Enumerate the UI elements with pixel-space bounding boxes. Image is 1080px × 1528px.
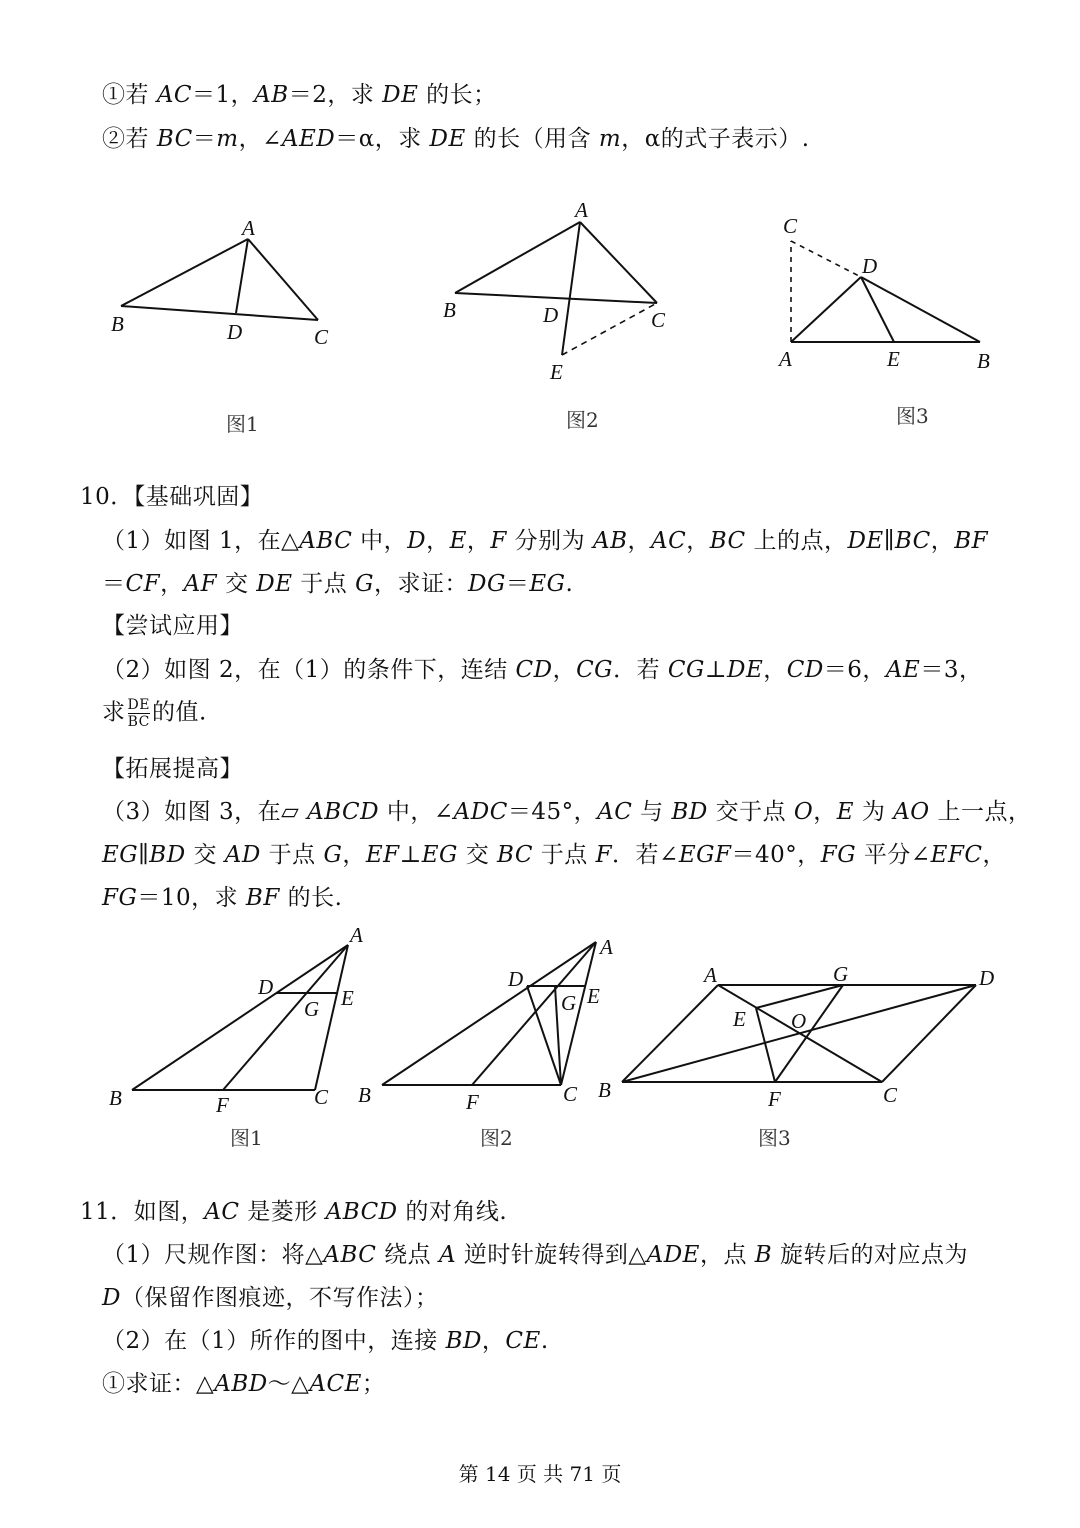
text-run: DG [468,571,506,597]
q10-f2-label-a: A [600,935,613,959]
q10-part1-line1 [102,526,988,556]
text-run: ABCD [307,799,380,825]
text-run: ABD [214,1371,268,1397]
text-run: 11．如图， [80,1199,205,1225]
text-run: ； [361,1371,386,1397]
q10-title: 10．【基础巩固】 [80,484,264,510]
text-run: ，求证： [374,571,468,597]
q9-f2-label-c: C [651,308,666,332]
q9-figure-2 [430,195,690,394]
q10-f2-label-g: G [561,991,577,1015]
text-run: BC [709,528,746,554]
q11-part1-line2 [102,1283,438,1313]
q10-f3-label-b: B [598,1078,611,1102]
text-run: ， [982,842,1007,868]
q9-f2-label-b: B [443,298,456,322]
text-run: ， [686,528,710,554]
text-run: 分别为 [506,528,593,554]
text-run: 逆时针旋转得到△ [456,1242,647,1268]
text-run: E [836,799,855,825]
text-run: AB [592,528,628,554]
q9-f3-label-d: D [862,254,878,278]
q10-part2-suffix: 的值. [151,699,207,726]
q9-f3-label-e: E [887,347,900,371]
q9-f3-label-c: C [783,214,798,238]
text-run: EFC [930,842,983,868]
text-run: ，点 [699,1242,755,1268]
text-run: EG [529,571,566,597]
text-run: ②若 [102,126,157,152]
text-run: ＝α，求 [335,126,430,152]
text-run: BC [894,528,931,554]
text-run: CG [576,657,614,683]
text-run: EF [365,842,400,868]
text-run: EG [421,842,458,868]
text-run: CF [125,571,161,597]
q10-f3-label-f: F [768,1087,781,1111]
text-run: BF [245,885,280,911]
q10-f2-label-f: F [466,1090,479,1114]
q11-part2-item1 [102,1369,385,1399]
text-run: FG [820,842,857,868]
q10-part1-line2 [102,569,573,599]
q9-f3-label-a: A [779,347,792,371]
text-run: 是菱形 [239,1199,326,1225]
q10-f1-label-f: F [216,1093,229,1117]
text-run: AD [224,842,261,868]
text-run: （1）如图 1，在△ [102,528,300,554]
text-run: D [102,1285,121,1311]
text-run: ＝40°， [731,842,821,868]
q9-f1-label-d: D [227,320,243,344]
q10-f3-label-d: D [979,966,995,990]
q11-part1-line1 [102,1240,968,1270]
text-run: ， [930,528,955,554]
text-run: ∥ [883,528,895,554]
text-run: ， [160,571,184,597]
text-run: DE [256,571,293,597]
q10-f2-label-c: C [563,1082,578,1106]
text-run: CE [505,1328,541,1354]
q10-figure-3 [590,950,1010,1124]
text-run: ， [813,799,837,825]
text-run: 中，∠ [379,799,454,825]
q10-f1-label-g: G [304,997,320,1021]
q9-f2-label-e: E [550,360,563,384]
text-run: ①求证：△ [102,1371,215,1397]
text-run: EGF [678,842,732,868]
text-run: AO [893,799,930,825]
text-run: AF [183,571,218,597]
text-run: 平分∠ [856,842,931,868]
text-run: ＝ [505,571,530,597]
q10-figure-1 [100,920,380,1124]
text-run: . [565,571,574,597]
q10-f1-label-a: A [350,923,363,947]
text-run: 的对角线. [397,1199,508,1225]
q9-fig2-caption: 图2 [566,408,599,432]
text-run: 的长（用含 [465,126,599,152]
text-run: ，α的式子表示）. [621,126,810,152]
text-run: DE [847,528,884,554]
q10-f2-label-d: D [508,967,524,991]
text-run: BC [497,842,533,868]
text-run: DE [727,657,764,683]
text-run: G [323,842,343,868]
text-run: 与 [632,799,672,825]
text-run: ， [552,657,577,683]
text-run: AB [254,82,289,108]
q10-part2-prefix: 求 [102,699,126,726]
q10-f1-label-b: B [109,1086,122,1110]
q11-title [80,1197,507,1227]
q10-f3-label-e: E [733,1007,746,1031]
text-run: ＝1， [192,82,255,108]
q10-section-3: 【拓展提高】 [102,756,243,782]
q9-f2-label-d: D [543,303,559,327]
text-run: BD [445,1328,482,1354]
text-run: A [439,1242,457,1268]
text-run: AC [204,1199,240,1225]
text-run: 中， [352,528,408,554]
text-run: 绕点 [376,1242,439,1268]
q9-f1-label-c: C [314,325,329,349]
text-run: O [793,799,814,825]
text-run: FG [102,885,138,911]
text-run: BC [156,126,193,152]
text-run: 交 [217,571,257,597]
q10-fraction [128,697,150,730]
text-run: m [598,126,622,152]
text-run: 交 [185,842,225,868]
text-run: 交于点 [707,799,794,825]
text-run: ， [481,1328,506,1354]
text-run: ABC [323,1242,377,1268]
text-run: EG [102,842,139,868]
text-run: （保留作图痕迹，不写作法）； [120,1285,439,1311]
q9-f1-label-a: A [242,216,255,240]
text-run: ＝45°， [507,799,598,825]
text-run: AC [650,528,687,554]
text-run: BD [671,799,708,825]
q10-f1-label-c: C [314,1085,329,1109]
text-run: （2）如图 2，在（1）的条件下，连结 [102,657,516,683]
q10-section-2: 【尝试应用】 [102,613,243,639]
q11-part2 [102,1326,549,1356]
q10-f3-label-a: A [704,963,717,987]
text-run: AC [597,799,633,825]
text-run: AE [885,657,921,683]
q9-f2-label-a: A [575,198,588,222]
text-run: ．若∠ [612,842,679,868]
text-run: . [540,1328,549,1354]
text-run: ①若 [102,82,157,108]
q10-part3-line2 [102,840,1006,870]
text-run: BD [149,842,186,868]
text-run: AED [281,126,336,152]
text-run: ABCD [325,1199,398,1225]
text-run: AC [156,82,193,108]
q10-part2-line1 [102,655,982,685]
text-run: CG [667,657,705,683]
q10-f3-label-c: C [883,1083,898,1107]
text-run: ⊥ [399,842,422,868]
text-run: （1）尺规作图：将△ [102,1242,324,1268]
text-run: ADE [646,1242,700,1268]
text-run: BF [954,528,989,554]
q9-f1-label-b: B [111,312,124,336]
q10-f1-label-d: D [258,975,274,999]
q10-fraction-denominator: BC [127,714,150,730]
text-run: 于点 [532,842,596,868]
text-run: 旋转后的对应点为 [772,1242,968,1268]
text-run: ＝10，求 [137,885,246,911]
text-run: D [407,528,427,554]
text-run: CD [515,657,553,683]
text-run: ， [763,657,787,683]
text-run: ， [627,528,651,554]
text-run: ∥ [138,842,150,868]
text-run: ＝2，求 [288,82,383,108]
q9-figure-3 [770,205,1030,384]
q10-fig1-caption: 图1 [230,1126,263,1150]
q10-f1-label-e: E [341,986,354,1010]
text-run: ＝ [102,571,126,597]
q9-f3-label-b: B [977,349,990,373]
text-run: ， [426,528,450,554]
text-run: 于点 [292,571,356,597]
q10-f3-label-o: O [791,1009,807,1033]
text-run: F [595,842,613,868]
text-run: 上一点， [929,799,1032,825]
q9-figure-1 [100,205,360,359]
text-run: 的长. [279,885,343,911]
text-run: ACE [309,1371,362,1397]
text-run: （3）如图 3，在▱ [102,799,308,825]
text-run: ， [466,528,491,554]
q9-fig1-caption: 图1 [226,412,259,436]
text-run: B [754,1242,773,1268]
q10-fig2-caption: 图2 [480,1126,513,1150]
text-run: 上的点， [745,528,848,554]
text-run: ～△ [267,1371,310,1397]
q10-f3-label-g: G [833,962,849,986]
q10-fraction-numerator: DE [127,697,150,713]
text-run: ＝ [192,126,217,152]
q10-fig3-caption: 图3 [758,1126,791,1150]
text-run: ADC [453,799,508,825]
text-run: m [216,126,239,152]
text-run: （2）在（1）所作的图中，连接 [102,1328,446,1354]
text-run: DE [429,126,466,152]
text-run: CD [786,657,824,683]
text-run: ⊥ [704,657,727,683]
text-run: E [449,528,467,554]
text-run: 于点 [260,842,324,868]
q10-part3-line3 [102,883,342,913]
text-run: G [355,571,374,597]
text-run: ．若 [613,657,668,683]
text-run: DE [382,82,419,108]
text-run: ＝3， [920,657,983,683]
q9-sub1 [102,80,497,110]
page-footer: 第 14 页 共 71 页 [458,1462,622,1486]
q10-part2-line2 [102,697,207,730]
text-run: 的长； [418,82,497,108]
text-run: F [490,528,507,554]
text-run: ， [342,842,366,868]
text-run: ＝6， [823,657,886,683]
q10-f2-label-b: B [358,1083,371,1107]
text-run: 交 [457,842,498,868]
q9-sub2 [102,124,810,154]
q10-f2-label-e: E [587,984,600,1008]
text-run: ，∠ [238,126,282,152]
text-run: 为 [854,799,894,825]
q10-part3-line1 [102,797,1031,827]
text-run: ABC [299,528,353,554]
q9-fig3-caption: 图3 [896,404,929,428]
